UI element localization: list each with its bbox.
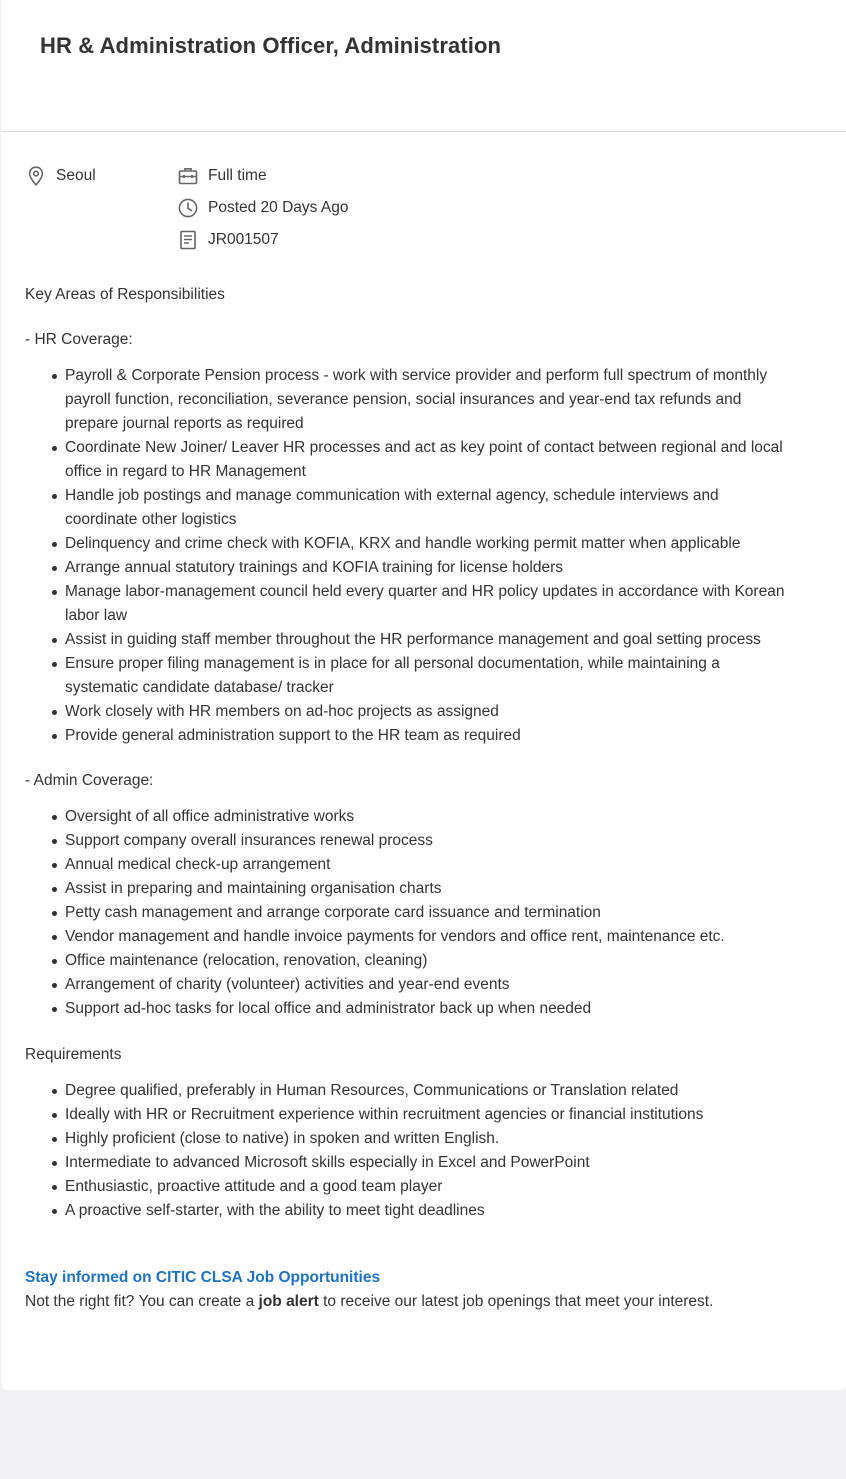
requirements-list bbox=[25, 1079, 785, 1223]
job-alert-text-before: Not the right fit? You can create a bbox=[25, 1293, 259, 1310]
list-item: Ensure proper filing management is in place for all personal documentation, while maintaining a systematic candidate database/ tracker bbox=[25, 652, 785, 700]
list-item: Work closely with HR members on ad-hoc projects as assigned bbox=[25, 700, 785, 724]
location-meta bbox=[24, 163, 96, 189]
list-item: Enthusiastic, proactive attitude and a good team player bbox=[25, 1175, 785, 1199]
list-item: Support ad-hoc tasks for local office and administrator back up when needed bbox=[25, 997, 785, 1021]
requisition-meta bbox=[176, 227, 279, 253]
list-item: Intermediate to advanced Microsoft skills especially in Excel and PowerPoint bbox=[25, 1151, 785, 1175]
location-pin-icon bbox=[24, 164, 48, 188]
list-item: Office maintenance (relocation, renovation, cleaning) bbox=[25, 949, 785, 973]
hr-coverage-list bbox=[25, 364, 785, 748]
list-item: Provide general administration support to the HR team as required bbox=[25, 724, 785, 748]
job-posting-card bbox=[1, 0, 846, 1390]
list-item: Arrange annual statutory trainings and KOFIA training for license holders bbox=[25, 556, 785, 580]
briefcase-icon bbox=[176, 164, 200, 188]
list-item: Petty cash management and arrange corporate card issuance and termination bbox=[25, 901, 785, 925]
job-alert-title: Stay informed on CITIC CLSA Job Opportunities bbox=[25, 1269, 381, 1286]
list-item: Support company overall insurances renewal process bbox=[25, 829, 785, 853]
list-item: Assist in guiding staff member throughout the HR performance management and goal setting process bbox=[25, 628, 785, 652]
job-description bbox=[25, 283, 785, 1314]
posted-meta bbox=[176, 195, 348, 221]
location-text: Seoul bbox=[56, 167, 96, 184]
job-alert-link[interactable]: job alert bbox=[258, 1293, 319, 1310]
list-item: Assist in preparing and maintaining organisation charts bbox=[25, 877, 785, 901]
job-alert-text-after: to receive our latest job openings that meet your interest. bbox=[318, 1293, 714, 1310]
list-item: Oversight of all office administrative works bbox=[25, 805, 785, 829]
time-type-meta bbox=[176, 163, 267, 189]
job-title: HR & Administration Officer, Administration bbox=[40, 33, 502, 58]
time-type-text: Full time bbox=[208, 167, 267, 184]
list-item: Delinquency and crime check with KOFIA, KRX and handle working permit matter when applicable bbox=[25, 532, 785, 556]
list-item: Vendor management and handle invoice payments for vendors and office rent, maintenance etc. bbox=[25, 925, 785, 949]
list-item: Degree qualified, preferably in Human Resources, Communications or Translation related bbox=[25, 1079, 785, 1103]
admin-coverage-heading: - Admin Coverage: bbox=[25, 772, 154, 789]
list-item: Annual medical check-up arrangement bbox=[25, 853, 785, 877]
job-meta bbox=[24, 163, 824, 263]
job-header bbox=[1, 0, 846, 132]
list-item: Ideally with HR or Recruitment experience within recruitment agencies or financial institutions bbox=[25, 1103, 785, 1127]
list-item: Payroll & Corporate Pension process - work with service provider and perform full spectrum of monthly payroll function, reconciliation, severance pension, social insurances and year-end tax refunds and prepare journal reports as required bbox=[25, 364, 785, 436]
list-item: Manage labor-management council held every quarter and HR policy updates in accordance with Korean labor law bbox=[25, 580, 785, 628]
list-item: Handle job postings and manage communication with external agency, schedule interviews and coordinate other logistics bbox=[25, 484, 785, 532]
requirements-heading: Requirements bbox=[25, 1046, 122, 1063]
list-item: A proactive self-starter, with the ability to meet tight deadlines bbox=[25, 1199, 785, 1223]
hr-coverage-heading: - HR Coverage: bbox=[25, 331, 133, 348]
job-alert-text bbox=[25, 1290, 785, 1314]
responsibilities-intro: Key Areas of Responsibilities bbox=[25, 286, 225, 303]
document-icon bbox=[176, 228, 200, 252]
list-item: Coordinate New Joiner/ Leaver HR processes and act as key point of contact between regional and local office in regard to HR Management bbox=[25, 436, 785, 484]
posted-text: Posted 20 Days Ago bbox=[208, 199, 349, 216]
list-item: Arrangement of charity (volunteer) activities and year-end events bbox=[25, 973, 785, 997]
list-item: Highly proficient (close to native) in spoken and written English. bbox=[25, 1127, 785, 1151]
requisition-id-text: JR001507 bbox=[208, 231, 279, 248]
admin-coverage-list bbox=[25, 805, 785, 1021]
clock-icon bbox=[176, 196, 200, 220]
